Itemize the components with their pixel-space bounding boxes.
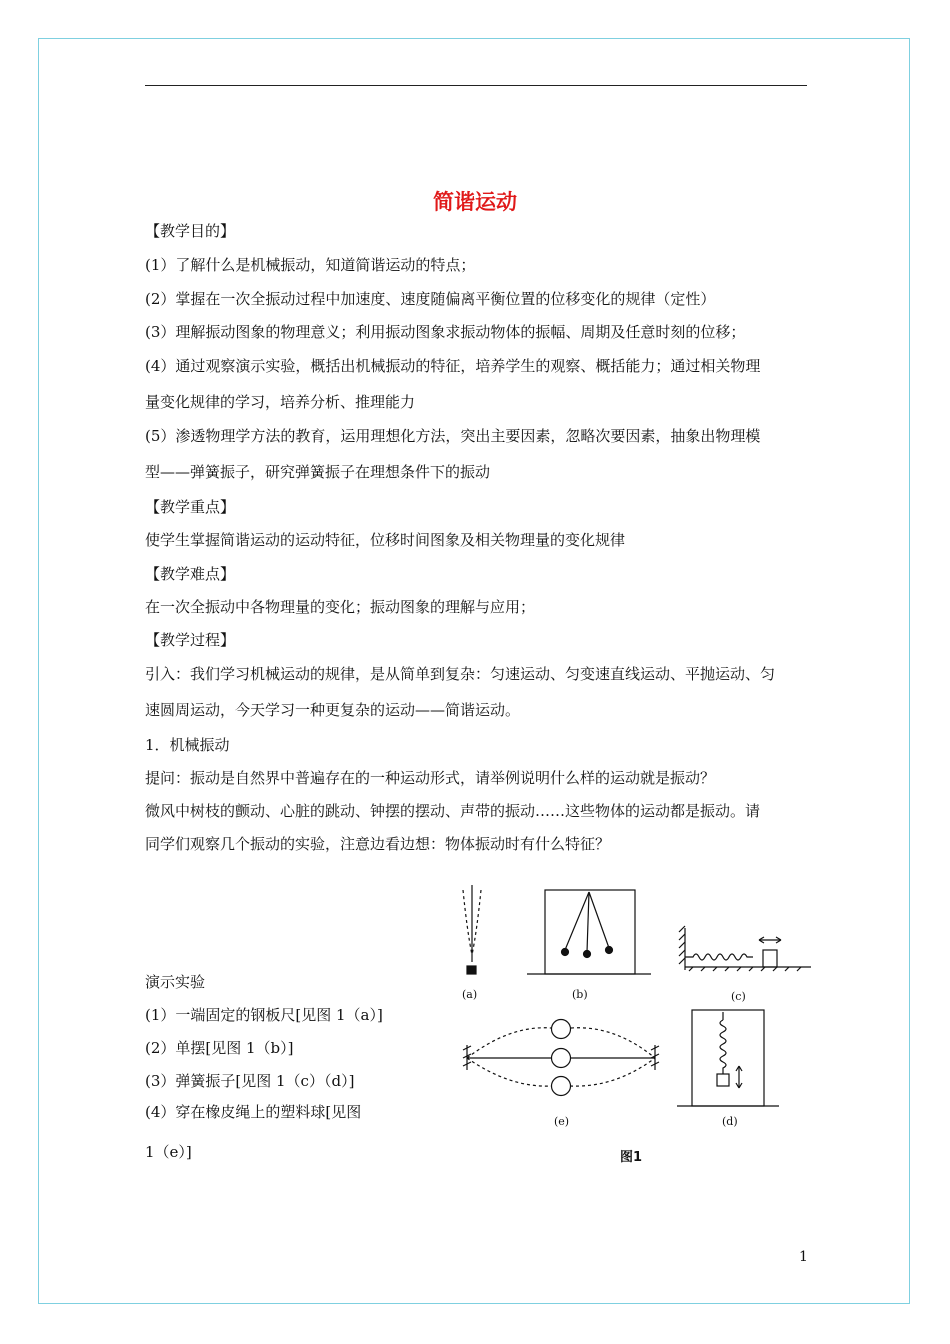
- figure-b-pendulum: [527, 890, 651, 974]
- difficulties-text: 在一次全振动中各物理量的变化；振动图象的理解与应用；: [145, 598, 536, 616]
- figure-1-illustration: [455, 880, 825, 1180]
- objective-item-5-cont: 型——弹簧振子，研究弹簧振子在理想条件下的振动: [145, 463, 491, 481]
- objective-item-4: (4）通过观察演示实验，概括出机械振动的特征，培养学生的观察、概括能力；通过相关物理: [145, 357, 761, 375]
- difficulties-heading: 【教学难点】: [145, 565, 236, 583]
- figure-c-horizontal-spring: [679, 926, 811, 971]
- figure-a-steel-ruler: [463, 885, 481, 974]
- figure-label-e: (e): [554, 1115, 570, 1128]
- demo-item-4-cont: 1（e）]: [145, 1143, 192, 1161]
- demo-item-3: (3）弹簧振子[见图 1（c）（d）]: [145, 1072, 355, 1090]
- demo-item-2: (2）单摆[见图 1（b）]: [145, 1039, 294, 1057]
- figure-label-d: (d): [722, 1115, 738, 1128]
- key-points-heading: 【教学重点】: [145, 498, 236, 516]
- objective-item-5: (5）渗透物理学方法的教育，运用理想化方法，突出主要因素，忽略次要因素，抽象出物理模: [145, 427, 761, 445]
- figure-label-b: (b): [572, 988, 588, 1001]
- page-title: 简谐运动: [433, 190, 517, 214]
- question-text: 提问：振动是自然界中普遍存在的一种运动形式，请举例说明什么样的运动就是振动？: [145, 769, 716, 787]
- demo-item-1: (1）一端固定的钢板尺[见图 1（a）]: [145, 1006, 383, 1024]
- answer-line-2: 同学们观察几个振动的实验，注意边看边想：物体振动时有什么特征？: [145, 835, 611, 853]
- subheading-mechanical-vibration: 1．机械振动: [145, 736, 230, 754]
- figure-label-a: (a): [462, 988, 478, 1001]
- figure-e-rubber-rope-balls: [463, 1020, 659, 1096]
- objective-item-4-cont: 量变化规律的学习，培养分析、推理能力: [145, 393, 416, 411]
- key-points-text: 使学生掌握简谐运动的运动特征，位移时间图象及相关物理量的变化规律: [145, 531, 626, 549]
- figure-label-c: (c): [731, 990, 746, 1003]
- figure-d-vertical-spring: [677, 1010, 779, 1106]
- figure-caption: 图1: [620, 1150, 643, 1165]
- demo-heading: 演示实验: [145, 973, 206, 991]
- answer-line-1: 微风中树枝的颤动、心脏的跳动、钟摆的摆动、声带的振动……这些物体的运动都是振动。请: [145, 802, 761, 820]
- objective-item-1: (1）了解什么是机械振动，知道简谐运动的特点；: [145, 256, 476, 274]
- objective-item-2: (2）掌握在一次全振动过程中加速度、速度随偏离平衡位置的位移变化的规律（定性）: [145, 290, 716, 308]
- intro-line-2: 速圆周运动，今天学习一种更复杂的运动——简谐运动。: [145, 701, 521, 719]
- objective-item-3: (3）理解振动图象的物理意义；利用振动图象求振动物体的振幅、周期及任意时刻的位移；: [145, 323, 746, 341]
- demo-item-4: (4）穿在橡皮绳上的塑料球[见图: [145, 1103, 362, 1121]
- process-heading: 【教学过程】: [145, 631, 236, 649]
- page-number: 1: [799, 1249, 808, 1265]
- intro-line-1: 引入：我们学习机械运动的规律，是从简单到复杂：匀速运动、匀变速直线运动、平抛运动、匀: [145, 665, 776, 683]
- objectives-heading: 【教学目的】: [145, 222, 236, 240]
- header-rule: [145, 85, 807, 86]
